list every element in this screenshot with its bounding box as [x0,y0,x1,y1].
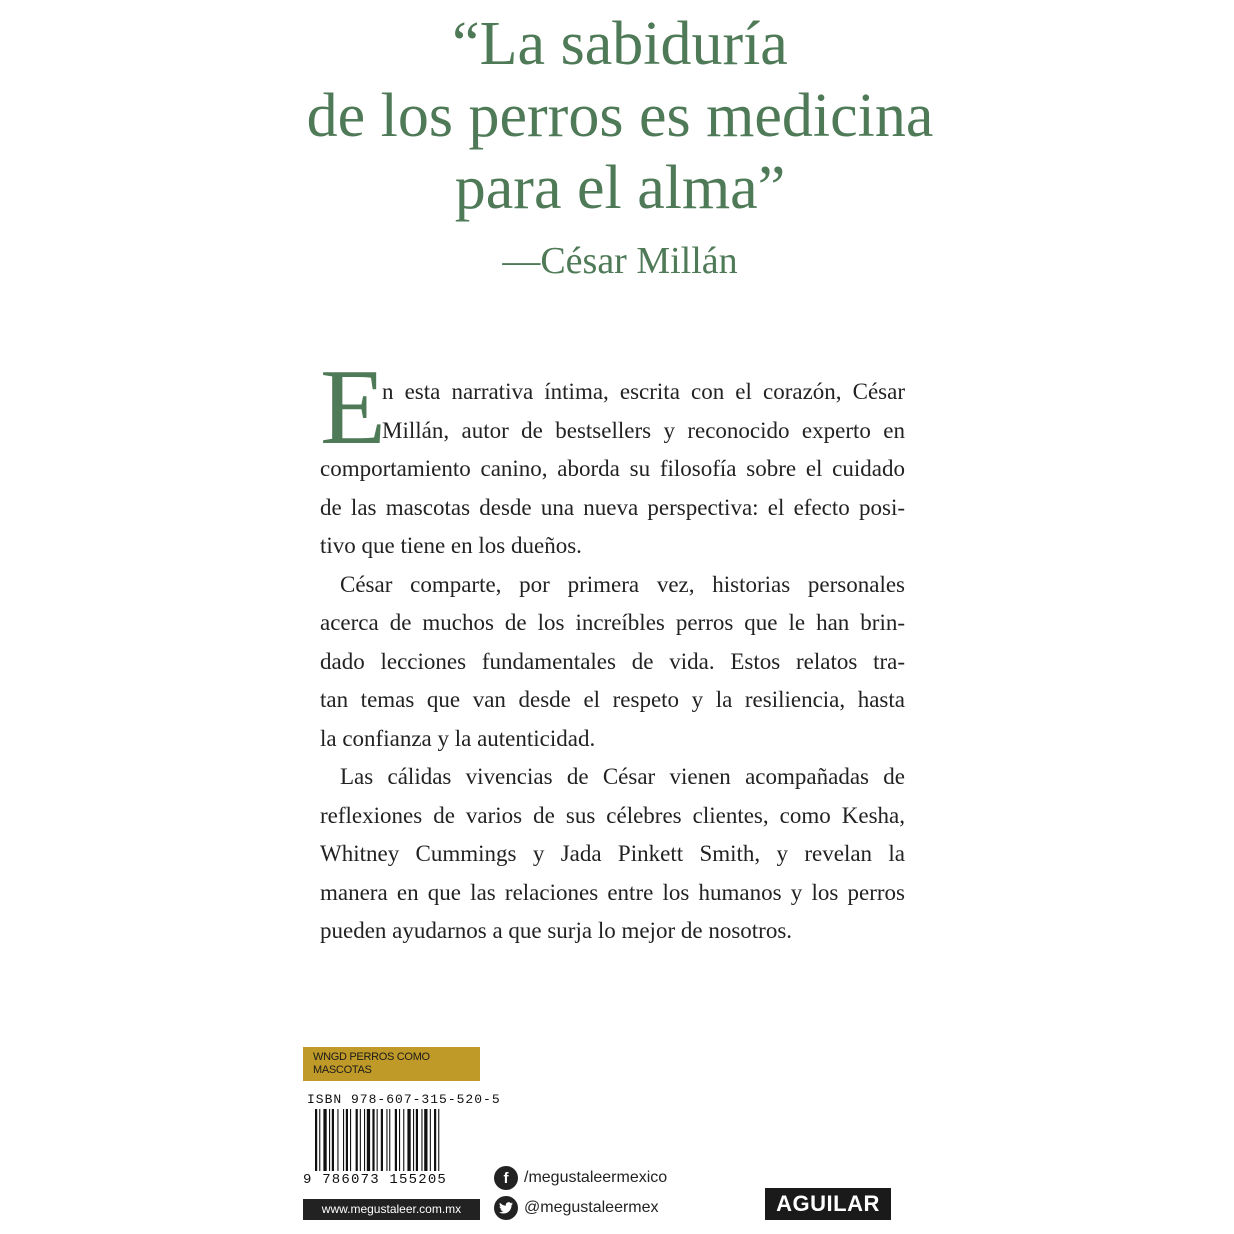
drop-cap: E [320,348,386,467]
twitter-icon [494,1196,518,1220]
twitter-handle: @megustaleermex [524,1199,659,1216]
twitter-link[interactable] [494,1196,659,1220]
body-line: reflexiones de varios de sus célebres clientes, como Kesha, [320,802,905,828]
body-line: manera en que las relaciones entre los humanos y los perros [320,879,905,905]
barcode-bars [315,1109,475,1175]
body-line: Las cálidas vivencias de César vienen acompañadas de [340,764,905,789]
body-line: Millán, autor de bestsellers y reconocido experto en [382,417,905,443]
quote-line-1: “La sabiduría [452,10,788,78]
publisher-logo: AGUILAR [765,1188,891,1220]
body-line: dado lecciones fundamentales de vida. Estos relatos tra- [320,648,905,674]
body-line: de las mascotas desde una nueva perspectiva: el efecto posi- [320,494,905,520]
body-line: César comparte, por primera vez, historias personales [340,571,905,597]
body-line: pueden ayudarnos a que surja lo mejor de nosotros. [320,918,793,943]
facebook-icon: f [494,1166,518,1190]
body-line: tan temas que van desde el respeto y la resiliencia, hasta [320,687,905,712]
quote-attribution: —César Millán [502,240,738,282]
book-description [320,373,905,951]
quote-line-2: de los perros es medicina [306,82,934,150]
pull-quote [250,8,990,224]
website-link[interactable]: www.megustaleer.com.mx [303,1199,480,1220]
barcode-digits: 9 786073 155205 [303,1172,448,1188]
body-line: n esta narrativa íntima, escrita con el corazón, César [382,379,905,404]
quote-line-3: para el alma” [454,154,786,222]
facebook-handle: /megustaleermexico [524,1169,668,1186]
body-line: acerca de muchos de los increíbles perros que le han brin- [320,610,905,635]
body-line: tivo que tiene en los dueños. [320,533,582,558]
body-line: la confianza y la autenticidad. [320,725,596,751]
body-line: comportamiento canino, aborda su filosofía sobre el cuidado [320,456,905,481]
facebook-link[interactable] [494,1166,667,1190]
category-label: WNGD PERROS COMO MASCOTAS [303,1047,480,1081]
body-line: Whitney Cummings y Jada Pinkett Smith, y revelan la [320,841,905,866]
isbn-label: ISBN 978-607-315-520-5 [307,1092,501,1107]
